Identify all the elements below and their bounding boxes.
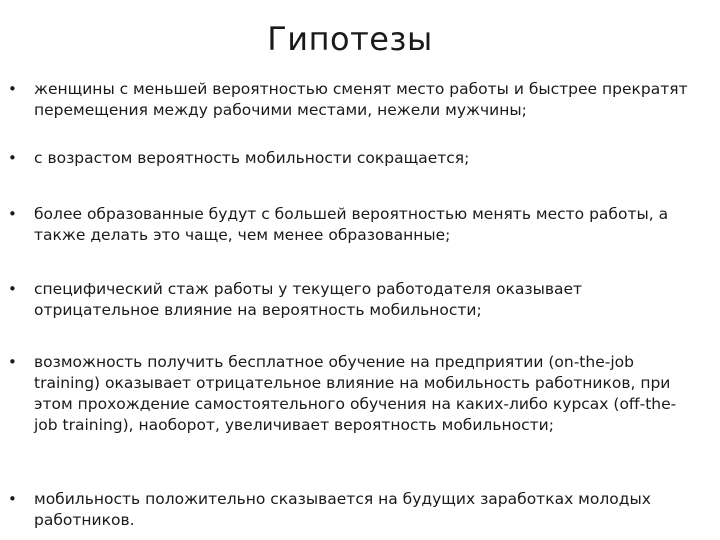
list-item <box>8 79 698 121</box>
list-item <box>8 204 698 246</box>
bullet-icon: • <box>8 280 17 298</box>
list-item <box>8 279 698 321</box>
bullet-icon: • <box>8 80 17 98</box>
bullet-icon: • <box>8 205 17 223</box>
bullet-icon: • <box>8 353 17 371</box>
list-item <box>8 489 698 531</box>
list-item-text: женщины с меньшей вероятностью сменят место работы и быстрее прекратят перемещения между рабочими местами, нежели мужчины; <box>34 80 688 119</box>
list-item <box>8 352 698 436</box>
list-item-text: специфический стаж работы у текущего работодателя оказывает отрицательное влияние на вероятность мобильности; <box>34 280 583 319</box>
list-item <box>8 148 698 169</box>
list-item-text: мобильность положительно сказывается на будущих заработках молодых работников. <box>34 490 651 529</box>
list-item-text: с возрастом вероятность мобильности сокращается; <box>34 149 470 167</box>
slide-title: Гипотезы <box>267 20 433 58</box>
bullet-icon: • <box>8 149 17 167</box>
list-item-text: возможность получить бесплатное обучение на предприятии (on-the-job training) оказывает отрицательное влияние на мобильность работников, при этом прохождение самостоятельного обучения на каких-либо курсах (off-the-job training), наоборот, увеличивает вероятность мобильности; <box>34 353 677 434</box>
bullet-icon: • <box>8 490 17 508</box>
list-item-text: более образованные будут с большей вероятностью менять место работы, а также делать это чаще, чем менее образованные; <box>34 205 669 244</box>
